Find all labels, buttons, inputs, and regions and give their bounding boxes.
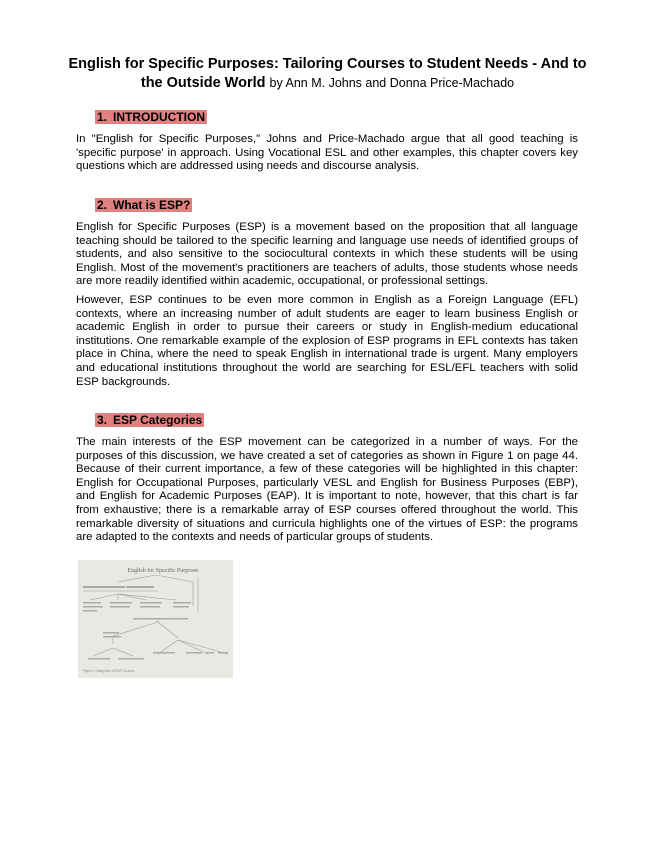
title-authors: by Ann M. Johns and Donna Price-Machado — [269, 76, 515, 90]
section-heading — [95, 110, 207, 124]
section-title: ESP Categories — [113, 413, 203, 427]
section-title: INTRODUCTION — [113, 110, 206, 124]
section-number: 3. — [97, 413, 108, 427]
figure-caption: Figure 1 Categories of ESP Courses — [83, 669, 135, 673]
paragraph: English for Specific Purposes (ESP) is a movement based on the proposition that all language teaching should be tailored to the specific learning and language use needs of identified groups of students, and also sensitive to the sociocultural contexts in which these students will be using English. Most of the movement's practitioners are teachers of adults, those students whose needs are more readily identified within academic, occupational, or professional settings. — [76, 221, 578, 288]
section-introduction — [76, 108, 578, 174]
section-number: 1. — [97, 110, 108, 124]
section-esp-categories — [76, 411, 578, 545]
title-main: English for Specific Purposes: Tailoring Courses to Student Needs - And to the Outside World — [68, 56, 587, 91]
figure-title: English for Specific Purposes — [127, 568, 199, 574]
section-number: 2. — [97, 198, 108, 212]
section-heading — [95, 198, 192, 212]
section-title: What is ESP? — [113, 198, 191, 212]
paragraph: In "English for Specific Purposes," Johns and Price-Machado argue that all good teaching is 'specific purpose' in approach. Using Vocational ESL and other examples, this chapter covers key questions which are addressed using needs and discourse analysis. — [76, 133, 578, 173]
paragraph: The main interests of the ESP movement can be categorized in a number of ways. For the purposes of this discussion, we have created a set of categories as shown in Figure 1 on page 44. Because of their current importance, a few of these categories will be highlighted in this chapter: English for Occupational Purposes, particularly VESL and English for Business Purposes (EBP), and English for Academic Purposes (EAP). It is important to note, however, that this chart is far from exhaustive; there is a remarkable array of ESP courses offered throughout the world. This remarkable diversity of situations and curricula highlights one of the virtues of ESP: the programs are adapted to the contexts and needs of particular groups of students. — [76, 436, 578, 544]
document-title — [60, 55, 595, 93]
figure-esp-categories — [78, 560, 233, 678]
section-heading — [95, 413, 204, 427]
figure-diagram — [78, 560, 233, 678]
paragraph: However, ESP continues to be even more common in English as a Foreign Language (EFL) contexts, where an increasing number of adult students are eager to learn business English or academic English in order to pursue their careers or study in English-medium educational institutions. One remarkable example of the explosion of ESP programs in EFL contexts has taken place in China, where the need to speak English in international trade is urgent. Many employers and educational institutions throughout the world are searching for ESL/EFL teachers with solid ESP backgrounds. — [76, 293, 578, 388]
section-what-is-esp — [76, 196, 578, 389]
